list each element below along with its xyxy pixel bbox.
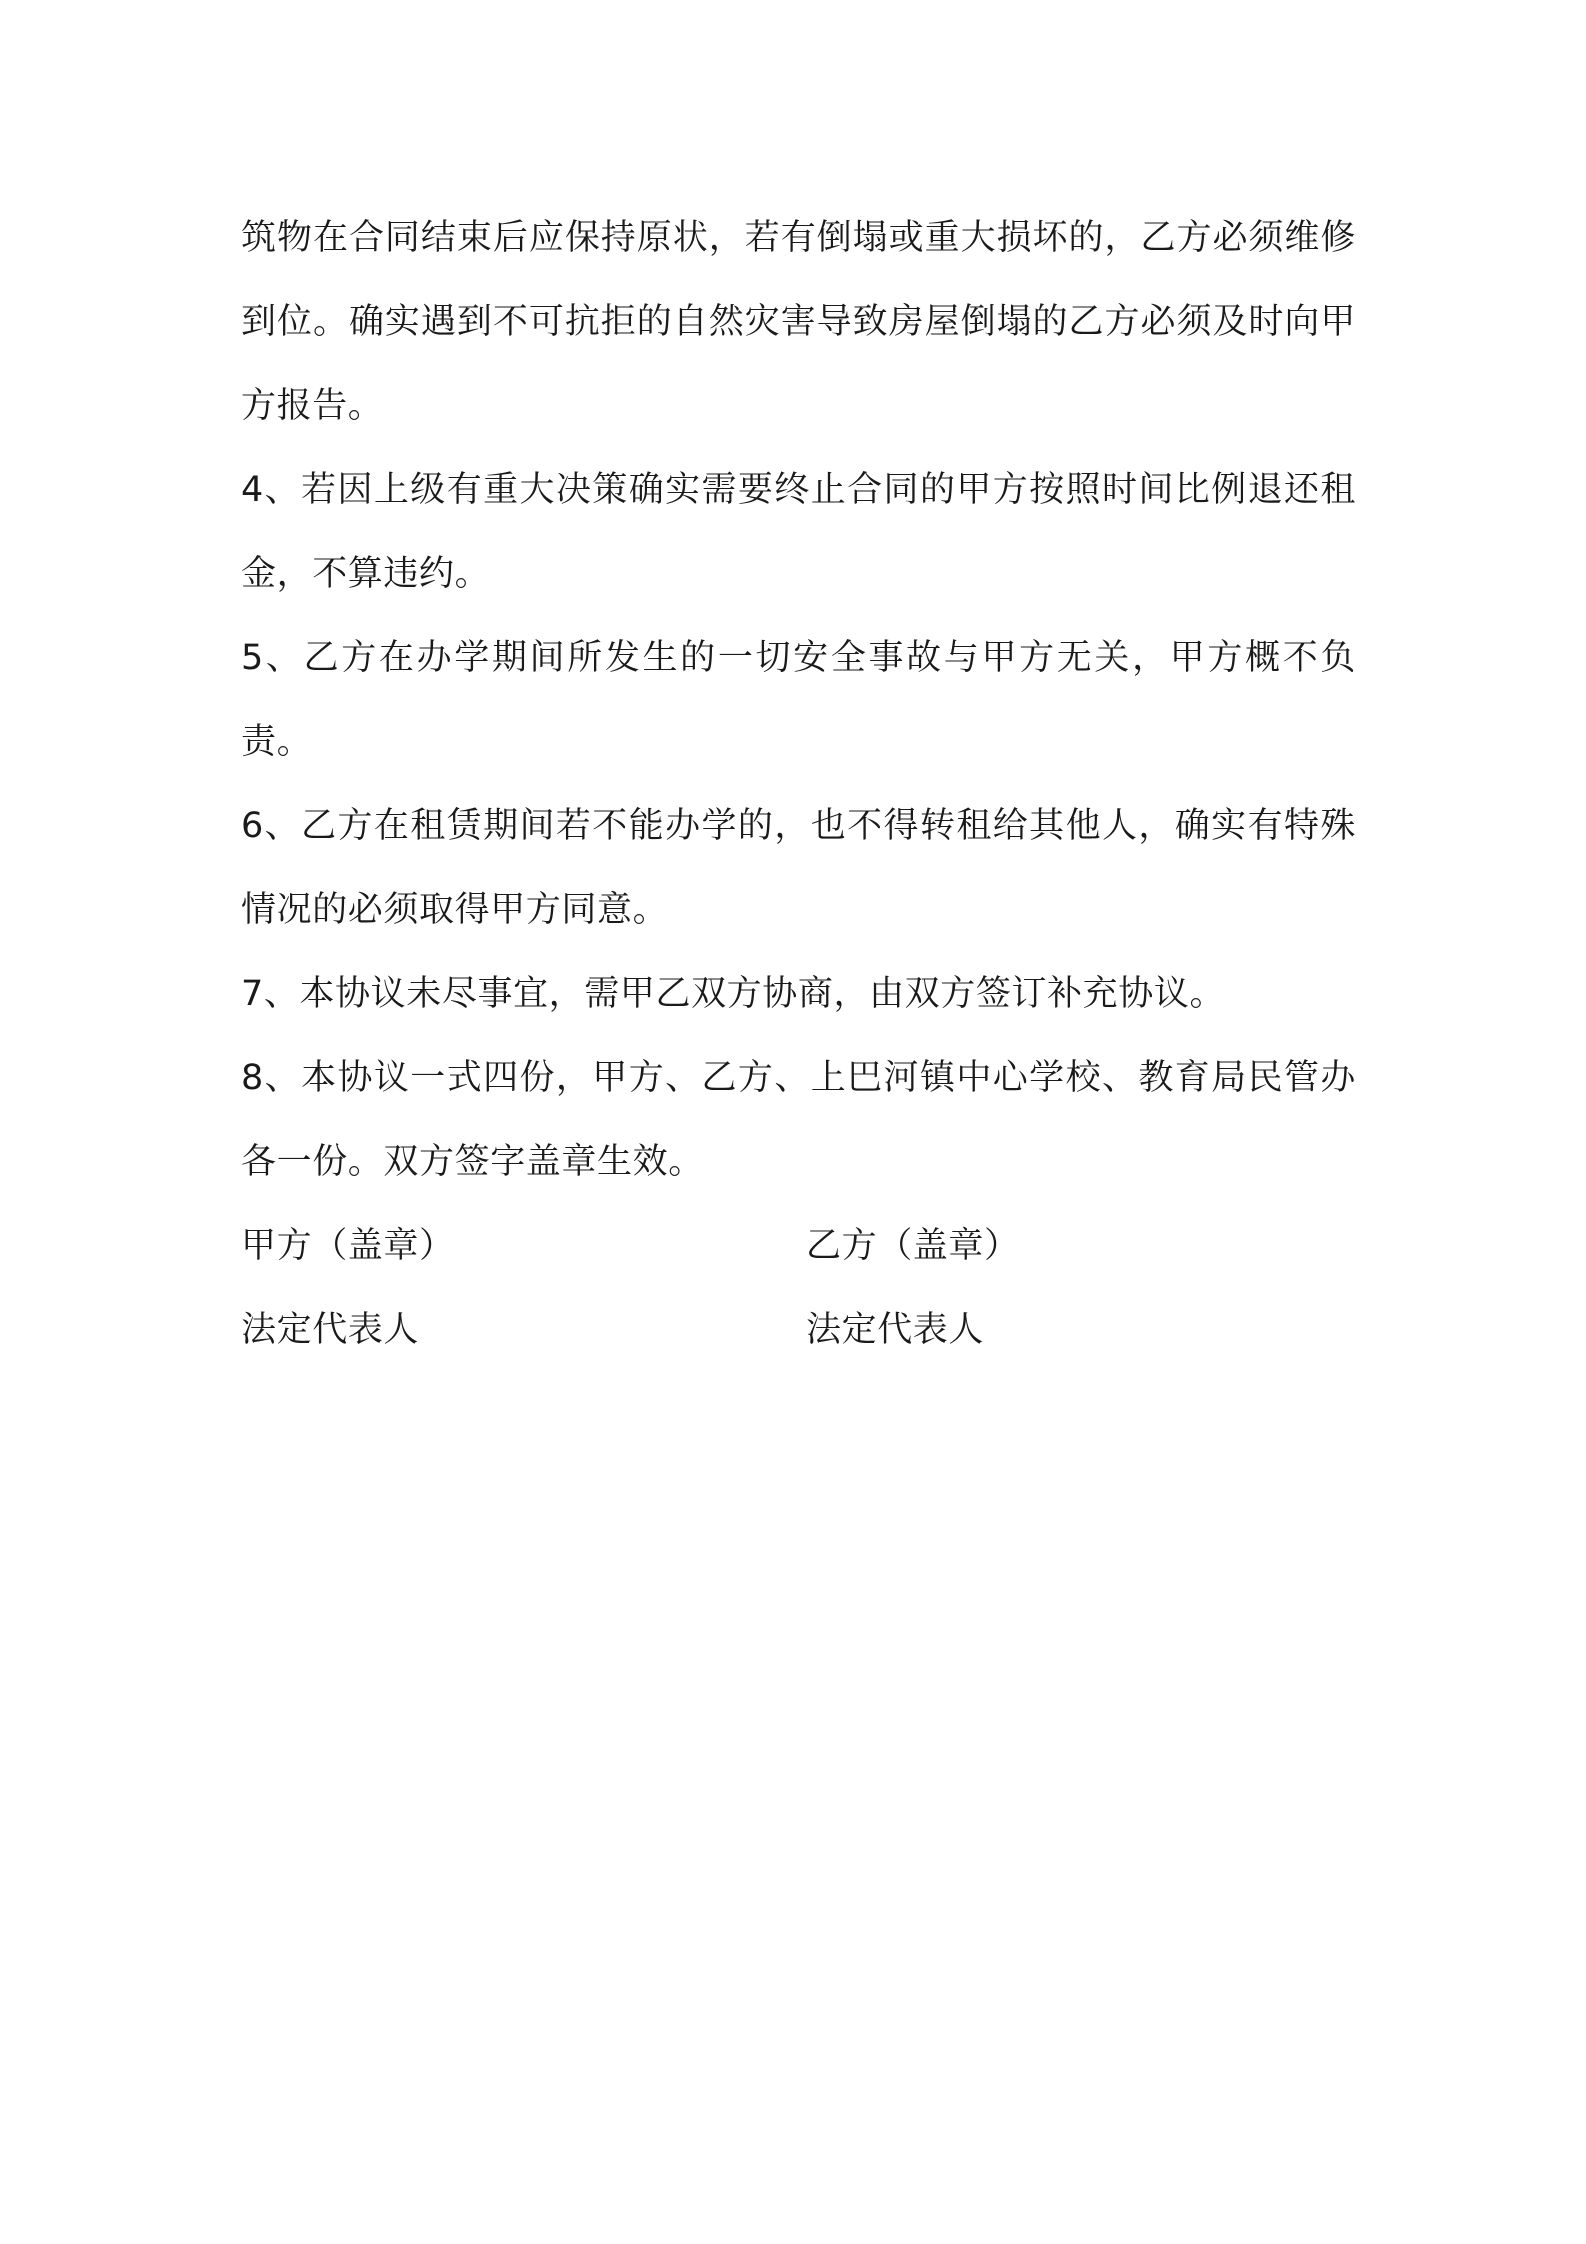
clause-7: 7、本协议未尽事宜，需甲乙双方协商，由双方签订补充协议。 [241, 974, 1226, 1014]
party-a-rep-label: 法定代表人 [241, 1310, 420, 1350]
document-body [241, 196, 1356, 1372]
clause-8: 8、本协议一式四份，甲方、乙方、上巴河镇中心学校、教育局民管办各一份。双方签字盖章生效。 [241, 1058, 1356, 1182]
signature-seal-row [241, 1204, 1356, 1288]
party-b-seal-label: 乙方（盖章） [806, 1226, 1020, 1266]
clause-6: 6、乙方在租赁期间若不能办学的，也不得转租给其他人，确实有特殊情况的必须取得甲方同意。 [241, 806, 1356, 930]
clause-4: 4、若因上级有重大决策确实需要终止合同的甲方按照时间比例退还租金，不算违约。 [241, 470, 1356, 594]
paragraph-continuation: 筑物在合同结束后应保持原状，若有倒塌或重大损坏的，乙方必须维修到位。确实遇到不可抗拒的自然灾害导致房屋倒塌的乙方必须及时向甲方报告。 [241, 218, 1356, 426]
party-a-seal-label: 甲方（盖章） [241, 1226, 455, 1266]
signature-rep-row [241, 1288, 1356, 1372]
clause-5: 5、乙方在办学期间所发生的一切安全事故与甲方无关，甲方概不负责。 [241, 638, 1356, 762]
party-b-rep-label: 法定代表人 [806, 1310, 985, 1350]
